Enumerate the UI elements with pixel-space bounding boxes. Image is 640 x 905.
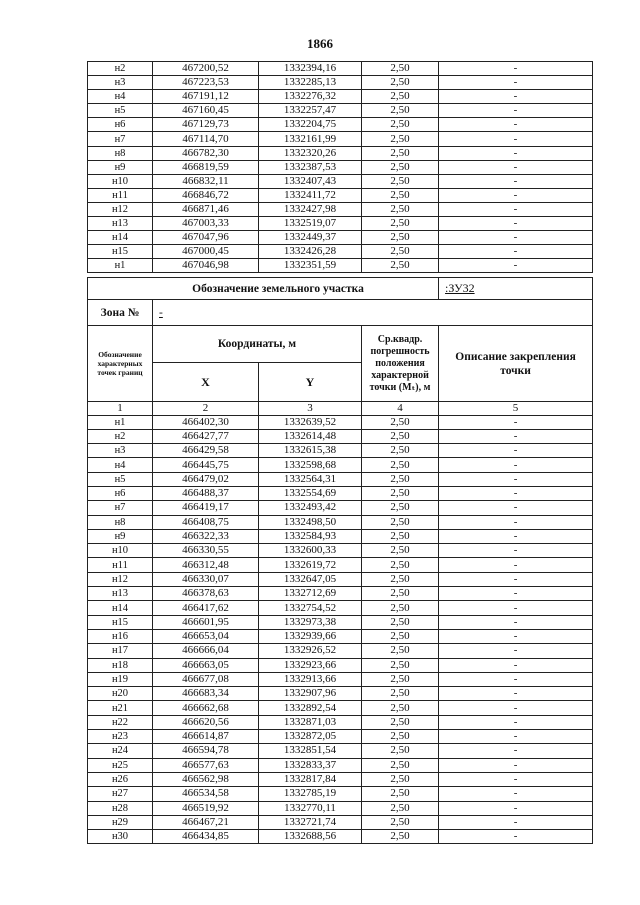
fixing-description: - (439, 687, 593, 701)
point-id: н14 (88, 231, 153, 245)
table-row (88, 118, 593, 132)
land-plot-row (88, 278, 593, 300)
point-id: н13 (88, 587, 153, 601)
point-id: н15 (88, 245, 153, 259)
y-coordinate: 1332519,07 (259, 217, 362, 231)
fixing-description: - (439, 62, 593, 76)
header-x: X (153, 363, 259, 402)
fixing-description: - (439, 787, 593, 801)
table-row (88, 146, 593, 160)
accuracy-value: 2,50 (362, 217, 439, 231)
point-id: н2 (88, 429, 153, 443)
y-coordinate: 1332426,28 (259, 245, 362, 259)
fixing-description: - (439, 772, 593, 786)
accuracy-value: 2,50 (362, 188, 439, 202)
accuracy-value: 2,50 (362, 501, 439, 515)
x-coordinate: 466620,56 (153, 715, 259, 729)
zone-number-value: - (159, 306, 163, 319)
x-coordinate: 467191,12 (153, 90, 259, 104)
y-coordinate: 1332872,05 (259, 730, 362, 744)
column-number: 1 (88, 402, 153, 416)
fixing-description: - (439, 758, 593, 772)
x-coordinate: 466427,77 (153, 429, 259, 443)
table-row (88, 658, 593, 672)
x-coordinate: 466666,04 (153, 644, 259, 658)
point-id: н15 (88, 615, 153, 629)
fixing-description: - (439, 815, 593, 829)
accuracy-value: 2,50 (362, 515, 439, 529)
x-coordinate: 466467,21 (153, 815, 259, 829)
accuracy-value: 2,50 (362, 615, 439, 629)
table-row (88, 601, 593, 615)
point-id: н6 (88, 486, 153, 500)
x-coordinate: 466445,75 (153, 458, 259, 472)
point-id: н22 (88, 715, 153, 729)
y-coordinate: 1332320,26 (259, 146, 362, 160)
table-row (88, 415, 593, 429)
table-row (88, 458, 593, 472)
x-coordinate: 466871,46 (153, 202, 259, 216)
y-coordinate: 1332276,32 (259, 90, 362, 104)
point-id: н4 (88, 458, 153, 472)
y-coordinate: 1332564,31 (259, 472, 362, 486)
accuracy-value: 2,50 (362, 658, 439, 672)
accuracy-value: 2,50 (362, 601, 439, 615)
column-number: 4 (362, 402, 439, 416)
point-id: н14 (88, 601, 153, 615)
table-row (88, 801, 593, 815)
point-id: н28 (88, 801, 153, 815)
accuracy-value: 2,50 (362, 787, 439, 801)
header-accuracy: Ср.квадр. погрешность положения характерной точки (Mₜ), м (362, 326, 439, 402)
point-id: н25 (88, 758, 153, 772)
fixing-description: - (439, 730, 593, 744)
table-row (88, 472, 593, 486)
y-coordinate: 1332939,66 (259, 629, 362, 643)
table-row (88, 486, 593, 500)
accuracy-value: 2,50 (362, 815, 439, 829)
table-row (88, 572, 593, 586)
accuracy-value: 2,50 (362, 245, 439, 259)
point-id: н10 (88, 544, 153, 558)
fixing-description: - (439, 146, 593, 160)
accuracy-value: 2,50 (362, 132, 439, 146)
fixing-description: - (439, 572, 593, 586)
fixing-description: - (439, 118, 593, 132)
point-id: н11 (88, 188, 153, 202)
y-coordinate: 1332498,50 (259, 515, 362, 529)
y-coordinate: 1332688,56 (259, 830, 362, 844)
y-coordinate: 1332394,16 (259, 62, 362, 76)
table-row (88, 558, 593, 572)
accuracy-value: 2,50 (362, 758, 439, 772)
table-row (88, 701, 593, 715)
accuracy-value: 2,50 (362, 544, 439, 558)
x-coordinate: 466594,78 (153, 744, 259, 758)
table-row (88, 501, 593, 515)
y-coordinate: 1332493,42 (259, 501, 362, 515)
accuracy-value: 2,50 (362, 118, 439, 132)
y-coordinate: 1332407,43 (259, 174, 362, 188)
table-row (88, 76, 593, 90)
accuracy-value: 2,50 (362, 104, 439, 118)
y-coordinate: 1332817,84 (259, 772, 362, 786)
x-coordinate: 466312,48 (153, 558, 259, 572)
y-coordinate: 1332204,75 (259, 118, 362, 132)
table-row (88, 245, 593, 259)
y-coordinate: 1332913,66 (259, 672, 362, 686)
x-coordinate: 467223,53 (153, 76, 259, 90)
accuracy-value: 2,50 (362, 572, 439, 586)
point-id: н9 (88, 160, 153, 174)
y-coordinate: 1332161,99 (259, 132, 362, 146)
accuracy-value: 2,50 (362, 730, 439, 744)
accuracy-value: 2,50 (362, 259, 439, 273)
table-row (88, 104, 593, 118)
x-coordinate: 467160,45 (153, 104, 259, 118)
x-coordinate: 467129,73 (153, 118, 259, 132)
y-coordinate: 1332614,48 (259, 429, 362, 443)
x-coordinate: 466683,34 (153, 687, 259, 701)
table-row (88, 830, 593, 844)
x-coordinate: 466378,63 (153, 587, 259, 601)
point-id: н12 (88, 572, 153, 586)
fixing-description: - (439, 76, 593, 90)
table-row (88, 217, 593, 231)
land-plot-value: :ЗУ32 (445, 281, 475, 295)
point-id: н26 (88, 772, 153, 786)
fixing-description: - (439, 259, 593, 273)
fixing-description: - (439, 458, 593, 472)
y-coordinate: 1332871,03 (259, 715, 362, 729)
fixing-description: - (439, 245, 593, 259)
zone-number-value-cell (153, 300, 593, 326)
column-number: 3 (259, 402, 362, 416)
y-coordinate: 1332615,38 (259, 444, 362, 458)
x-coordinate: 466330,55 (153, 544, 259, 558)
point-id: н2 (88, 62, 153, 76)
point-id: н6 (88, 118, 153, 132)
point-id: н7 (88, 132, 153, 146)
fixing-description: - (439, 701, 593, 715)
x-coordinate: 466832,11 (153, 174, 259, 188)
accuracy-value: 2,50 (362, 701, 439, 715)
column-number: 2 (153, 402, 259, 416)
accuracy-value: 2,50 (362, 76, 439, 90)
x-coordinate: 466402,30 (153, 415, 259, 429)
fixing-description: - (439, 658, 593, 672)
x-coordinate: 467000,45 (153, 245, 259, 259)
accuracy-value: 2,50 (362, 160, 439, 174)
zone-number-label: Зона № (88, 300, 153, 326)
fixing-description: - (439, 715, 593, 729)
accuracy-value: 2,50 (362, 90, 439, 104)
x-coordinate: 467200,52 (153, 62, 259, 76)
point-id: н21 (88, 701, 153, 715)
y-coordinate: 1332387,53 (259, 160, 362, 174)
table-row (88, 587, 593, 601)
fixing-description: - (439, 160, 593, 174)
accuracy-value: 2,50 (362, 174, 439, 188)
x-coordinate: 466782,30 (153, 146, 259, 160)
point-id: н18 (88, 658, 153, 672)
table-row (88, 544, 593, 558)
accuracy-value: 2,50 (362, 744, 439, 758)
coordinates-table-continued (87, 61, 593, 273)
point-id: н23 (88, 730, 153, 744)
x-coordinate: 466846,72 (153, 188, 259, 202)
header-points: Обозначение характерных точек границ (88, 326, 153, 402)
fixing-description: - (439, 188, 593, 202)
point-id: н16 (88, 629, 153, 643)
fixing-description: - (439, 587, 593, 601)
accuracy-value: 2,50 (362, 830, 439, 844)
accuracy-value: 2,50 (362, 429, 439, 443)
fixing-description: - (439, 174, 593, 188)
column-number: 5 (439, 402, 593, 416)
header-coordinates: Координаты, м (153, 326, 362, 363)
point-id: н4 (88, 90, 153, 104)
table-row (88, 672, 593, 686)
x-coordinate: 466419,17 (153, 501, 259, 515)
x-coordinate: 466819,59 (153, 160, 259, 174)
accuracy-value: 2,50 (362, 558, 439, 572)
y-coordinate: 1332833,37 (259, 758, 362, 772)
table-row (88, 231, 593, 245)
point-id: н1 (88, 415, 153, 429)
point-id: н7 (88, 501, 153, 515)
x-coordinate: 466488,37 (153, 486, 259, 500)
table-row (88, 132, 593, 146)
fixing-description: - (439, 830, 593, 844)
fixing-description: - (439, 472, 593, 486)
fixing-description: - (439, 601, 593, 615)
header-row (88, 326, 593, 363)
accuracy-value: 2,50 (362, 687, 439, 701)
table-row (88, 772, 593, 786)
x-coordinate: 467003,33 (153, 217, 259, 231)
accuracy-value: 2,50 (362, 644, 439, 658)
fixing-description: - (439, 529, 593, 543)
point-id: н3 (88, 444, 153, 458)
accuracy-value: 2,50 (362, 587, 439, 601)
land-plot-label: Обозначение земельного участка (88, 278, 439, 300)
x-coordinate: 466417,62 (153, 601, 259, 615)
x-coordinate: 466663,05 (153, 658, 259, 672)
fixing-description: - (439, 217, 593, 231)
accuracy-value: 2,50 (362, 231, 439, 245)
table-row (88, 715, 593, 729)
y-coordinate: 1332257,47 (259, 104, 362, 118)
y-coordinate: 1332721,74 (259, 815, 362, 829)
y-coordinate: 1332411,72 (259, 188, 362, 202)
point-id: н5 (88, 104, 153, 118)
table-row (88, 174, 593, 188)
fixing-description: - (439, 444, 593, 458)
fixing-description: - (439, 231, 593, 245)
land-plot-value-cell (439, 278, 593, 300)
table-row (88, 202, 593, 216)
x-coordinate: 466562,98 (153, 772, 259, 786)
point-id: н27 (88, 787, 153, 801)
y-coordinate: 1332449,37 (259, 231, 362, 245)
x-coordinate: 467114,70 (153, 132, 259, 146)
accuracy-value: 2,50 (362, 458, 439, 472)
fixing-description: - (439, 629, 593, 643)
y-coordinate: 1332427,98 (259, 202, 362, 216)
point-id: н30 (88, 830, 153, 844)
point-id: н3 (88, 76, 153, 90)
fixing-description: - (439, 202, 593, 216)
table-row (88, 259, 593, 273)
fixing-description: - (439, 90, 593, 104)
x-coordinate: 466322,33 (153, 529, 259, 543)
table-row (88, 730, 593, 744)
fixing-description: - (439, 558, 593, 572)
y-coordinate: 1332770,11 (259, 801, 362, 815)
y-coordinate: 1332600,33 (259, 544, 362, 558)
fixing-description: - (439, 744, 593, 758)
accuracy-value: 2,50 (362, 715, 439, 729)
fixing-description: - (439, 104, 593, 118)
y-coordinate: 1332926,52 (259, 644, 362, 658)
y-coordinate: 1332619,72 (259, 558, 362, 572)
header-y: Y (259, 363, 362, 402)
accuracy-value: 2,50 (362, 672, 439, 686)
accuracy-value: 2,50 (362, 801, 439, 815)
fixing-description: - (439, 644, 593, 658)
point-id: н13 (88, 217, 153, 231)
fixing-description: - (439, 801, 593, 815)
x-coordinate: 466408,75 (153, 515, 259, 529)
accuracy-value: 2,50 (362, 146, 439, 160)
point-id: н1 (88, 259, 153, 273)
point-id: н19 (88, 672, 153, 686)
y-coordinate: 1332851,54 (259, 744, 362, 758)
point-id: н10 (88, 174, 153, 188)
y-coordinate: 1332351,59 (259, 259, 362, 273)
table-row (88, 188, 593, 202)
y-coordinate: 1332973,38 (259, 615, 362, 629)
y-coordinate: 1332584,93 (259, 529, 362, 543)
fixing-description: - (439, 615, 593, 629)
accuracy-value: 2,50 (362, 629, 439, 643)
column-numbers-row (88, 402, 593, 416)
accuracy-value: 2,50 (362, 202, 439, 216)
y-coordinate: 1332285,13 (259, 76, 362, 90)
fixing-description: - (439, 132, 593, 146)
point-id: н9 (88, 529, 153, 543)
y-coordinate: 1332647,05 (259, 572, 362, 586)
accuracy-value: 2,50 (362, 472, 439, 486)
y-coordinate: 1332639,52 (259, 415, 362, 429)
fixing-description: - (439, 486, 593, 500)
point-id: н8 (88, 146, 153, 160)
y-coordinate: 1332892,54 (259, 701, 362, 715)
table-row (88, 429, 593, 443)
page-number: 1866 (307, 36, 333, 51)
fixing-description: - (439, 544, 593, 558)
x-coordinate: 466662,68 (153, 701, 259, 715)
x-coordinate: 466677,08 (153, 672, 259, 686)
table-row (88, 758, 593, 772)
point-id: н17 (88, 644, 153, 658)
accuracy-value: 2,50 (362, 529, 439, 543)
point-id: н12 (88, 202, 153, 216)
x-coordinate: 467046,98 (153, 259, 259, 273)
table-row (88, 787, 593, 801)
table-row (88, 615, 593, 629)
accuracy-value: 2,50 (362, 486, 439, 500)
y-coordinate: 1332598,68 (259, 458, 362, 472)
table-row (88, 444, 593, 458)
point-id: н24 (88, 744, 153, 758)
fixing-description: - (439, 672, 593, 686)
x-coordinate: 467047,96 (153, 231, 259, 245)
table-row (88, 515, 593, 529)
point-id: н29 (88, 815, 153, 829)
y-coordinate: 1332923,66 (259, 658, 362, 672)
header-description: Описание закрепления точки (439, 326, 593, 402)
x-coordinate: 466534,58 (153, 787, 259, 801)
y-coordinate: 1332712,69 (259, 587, 362, 601)
table-row (88, 815, 593, 829)
table-row (88, 687, 593, 701)
coordinates-table (87, 277, 593, 844)
fixing-description: - (439, 429, 593, 443)
x-coordinate: 466601,95 (153, 615, 259, 629)
x-coordinate: 466614,87 (153, 730, 259, 744)
fixing-description: - (439, 501, 593, 515)
point-id: н11 (88, 558, 153, 572)
zone-number-row (88, 300, 593, 326)
table-row (88, 62, 593, 76)
x-coordinate: 466434,85 (153, 830, 259, 844)
accuracy-value: 2,50 (362, 415, 439, 429)
table-row (88, 160, 593, 174)
x-coordinate: 466519,92 (153, 801, 259, 815)
table-row (88, 90, 593, 104)
accuracy-value: 2,50 (362, 772, 439, 786)
table-row (88, 644, 593, 658)
accuracy-value: 2,50 (362, 444, 439, 458)
x-coordinate: 466330,07 (153, 572, 259, 586)
point-id: н20 (88, 687, 153, 701)
coordinates-table-continued-body (88, 62, 593, 273)
y-coordinate: 1332754,52 (259, 601, 362, 615)
point-id: н5 (88, 472, 153, 486)
fixing-description: - (439, 415, 593, 429)
y-coordinate: 1332907,96 (259, 687, 362, 701)
table-row (88, 629, 593, 643)
coordinates-table-body (88, 278, 593, 844)
table-row (88, 529, 593, 543)
table-row (88, 744, 593, 758)
x-coordinate: 466479,02 (153, 472, 259, 486)
x-coordinate: 466577,63 (153, 758, 259, 772)
point-id: н8 (88, 515, 153, 529)
y-coordinate: 1332554,69 (259, 486, 362, 500)
x-coordinate: 466653,04 (153, 629, 259, 643)
fixing-description: - (439, 515, 593, 529)
x-coordinate: 466429,58 (153, 444, 259, 458)
accuracy-value: 2,50 (362, 62, 439, 76)
y-coordinate: 1332785,19 (259, 787, 362, 801)
